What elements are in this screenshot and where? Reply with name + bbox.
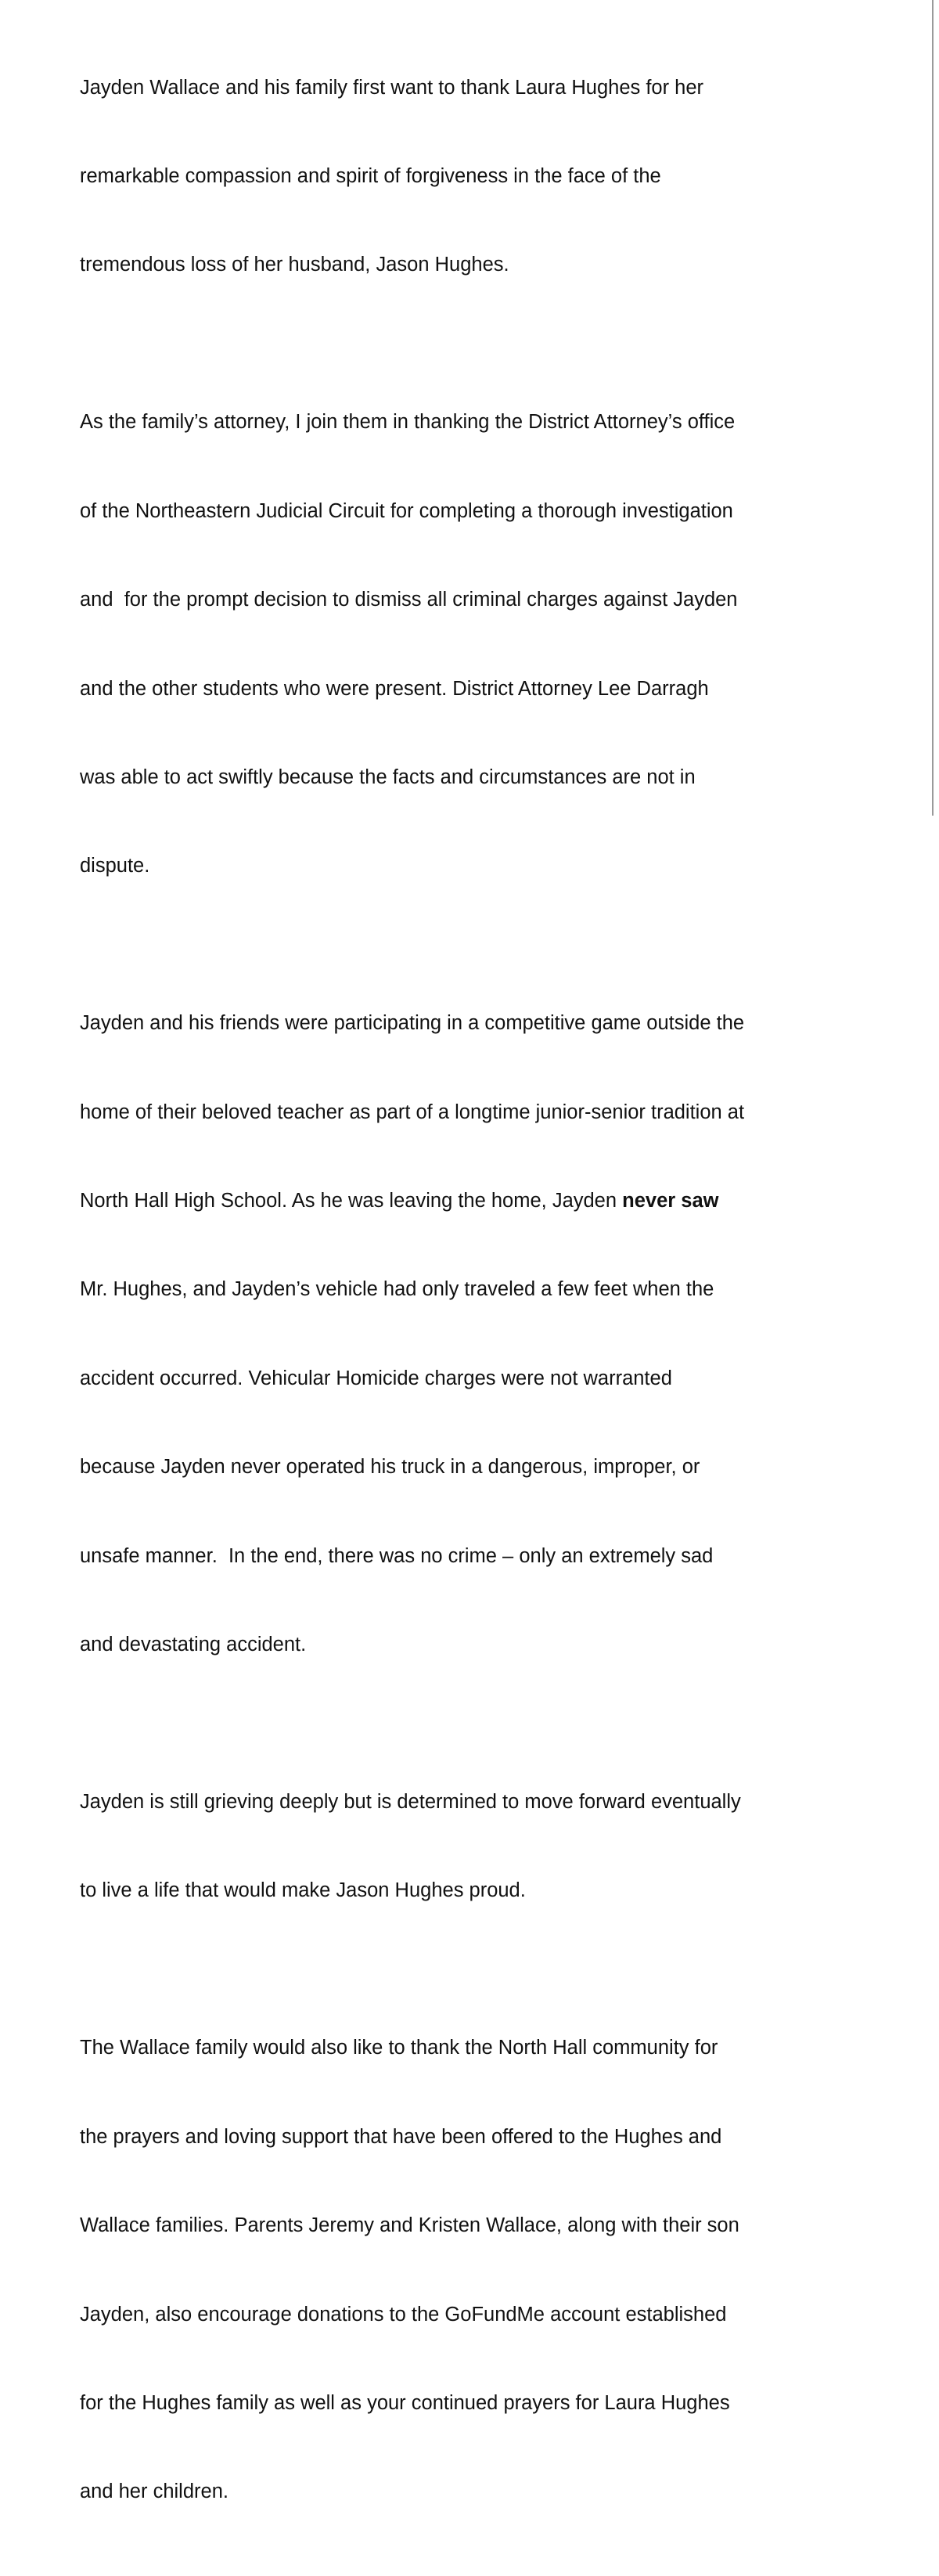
- text-line: because Jayden never operated his truck in a dangerous, improper, or: [80, 1456, 700, 1479]
- text-line: As the family’s attorney, I join them in thanking the District Attorney’s office: [80, 411, 736, 434]
- text-line: home of their beloved teacher as part of a longtime junior-senior tradition at: [80, 1101, 745, 1123]
- text-line: was able to act swiftly because the facts and circumstances are not in: [80, 766, 696, 788]
- statement-document: [80, 14, 862, 2576]
- text-line: Wallace families. Parents Jeremy and Kristen Wallace, along with their son: [80, 2214, 739, 2237]
- text-line: Mr. Hughes, and Jayden’s vehicle had only traveled a few feet when the: [80, 1278, 714, 1301]
- text-line: and for the prompt decision to dismiss all criminal charges against Jayden: [80, 589, 738, 611]
- text-line: The Wallace family would also like to thank the North Hall community for: [80, 2037, 718, 2059]
- text-line: for the Hughes family as well as your continued prayers for Laura Hughes: [80, 2391, 730, 2414]
- page-edge-border: [932, 0, 934, 816]
- paragraph-attorney-statement: [80, 349, 862, 941]
- text-line: and the other students who were present. District Attorney Lee Darragh: [80, 677, 709, 700]
- paragraph-jayden-grieving: [80, 1728, 862, 1965]
- text-line: Jayden Wallace and his family first want to thank Laura Hughes for her: [80, 76, 704, 99]
- text-line: and devastating accident.: [80, 1634, 307, 1656]
- text-line: Jayden, also encourage donations to the GoFundMe account established: [80, 2303, 727, 2326]
- emphasis-never-saw: never saw: [622, 1190, 719, 1212]
- text-line: Jayden and his friends were participating in a competitive game outside the: [80, 1012, 745, 1035]
- text-line: the prayers and loving support that have been offered to the Hughes and: [80, 2125, 722, 2148]
- text-segment: North Hall High School. As he was leaving the home, Jayden: [80, 1190, 623, 1212]
- paragraph-accident-description: [80, 950, 862, 1720]
- text-line: accident occurred. Vehicular Homicide charges were not warranted: [80, 1367, 672, 1389]
- text-line: and her children.: [80, 2481, 228, 2503]
- text-line: of the Northeastern Judicial Circuit for completing a thorough investigation: [80, 499, 733, 522]
- text-line: dispute.: [80, 855, 150, 877]
- text-line: to live a life that would make Jason Hughes proud.: [80, 1879, 526, 1902]
- text-line: Jayden is still grieving deeply but is determined to move forward eventually: [80, 1791, 741, 1814]
- paragraph-community-thanks: [80, 1975, 862, 2567]
- text-line: unsafe manner. In the end, there was no crime – only an extremely sad: [80, 1544, 714, 1567]
- text-line: remarkable compassion and spirit of forgiveness in the face of the: [80, 164, 661, 187]
- paragraph-thanks-laura-hughes: [80, 14, 862, 340]
- text-line-with-emphasis: [80, 1187, 862, 1216]
- text-line: tremendous loss of her husband, Jason Hughes.: [80, 254, 509, 276]
